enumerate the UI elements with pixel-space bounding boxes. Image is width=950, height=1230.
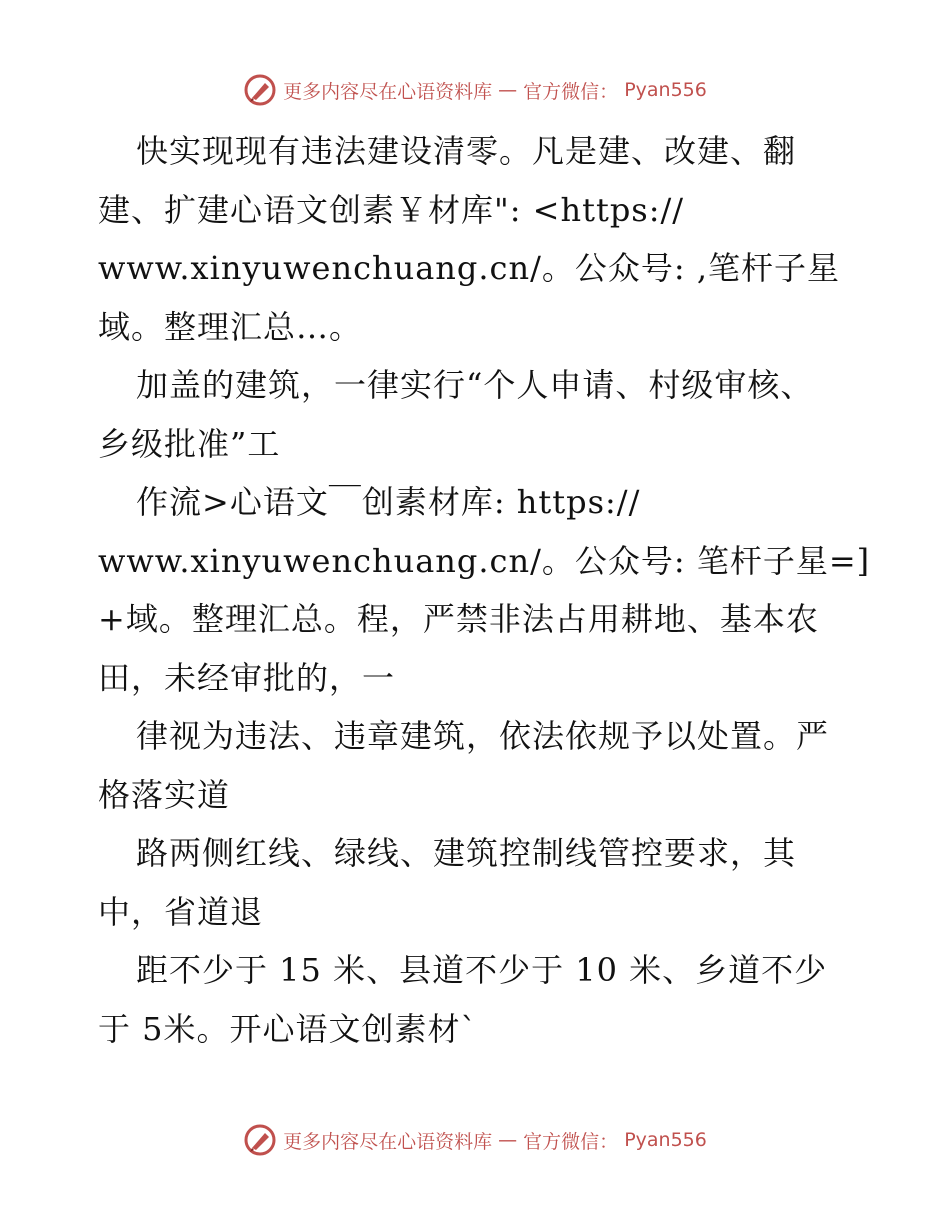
banner-text: 更多内容尽在心语资料库 — [283, 80, 493, 103]
text-line: 乡级批准”工 — [98, 424, 281, 463]
header-banner — [0, 70, 950, 110]
text-line: 格落实道 — [98, 775, 231, 814]
text-line: 距不少于 15 米、县道不少于 10 米、乡道不少 — [136, 951, 828, 989]
text-line: 中，省道退 — [98, 892, 264, 931]
text-line: www.xinyuwenchuang.cn/。公众号: 笔杆子星=] — [98, 541, 871, 580]
text-line: 加盖的建筑，一律实行“个人申请、村级审核、 — [136, 366, 814, 404]
banner-wechat-label: 官方微信： — [523, 80, 619, 103]
text-line: +域。整理汇总。程，严禁非法占用耕地、基本农 — [98, 600, 819, 638]
text-line: 作流>心语文￣创素材库: https:// — [136, 483, 641, 521]
text-line: 建、扩建心语文创素￥材库": <https:// — [98, 190, 685, 229]
text-line: 路两侧红线、绿线、建筑控制线管控要求，其 — [136, 834, 797, 872]
pen-logo-icon — [243, 73, 277, 107]
text-line: 快实现现有违法建设清零。凡是建、改建、翻 — [136, 132, 797, 170]
banner-separator: — — [498, 79, 518, 101]
banner-wechat-id: Pyan556 — [624, 1129, 707, 1151]
banner-separator: — — [498, 1129, 518, 1151]
text-line: 田，未经审批的，一 — [98, 658, 396, 697]
banner-wechat-label: 官方微信： — [523, 1130, 619, 1153]
document-body — [98, 122, 871, 1058]
text-line: 律视为违法、违章建筑，依法依规予以处置。严 — [136, 717, 830, 755]
banner-wechat-id: Pyan556 — [624, 79, 707, 101]
text-line: 域。整理汇总…。 — [98, 307, 363, 346]
footer-banner — [0, 1120, 950, 1160]
pen-logo-icon — [243, 1123, 277, 1157]
banner-text: 更多内容尽在心语资料库 — [283, 1130, 493, 1153]
text-line: www.xinyuwenchuang.cn/。公众号: ,笔杆子星 — [98, 249, 840, 287]
text-line: 于 5米。开心语文创素材` — [98, 1009, 478, 1048]
